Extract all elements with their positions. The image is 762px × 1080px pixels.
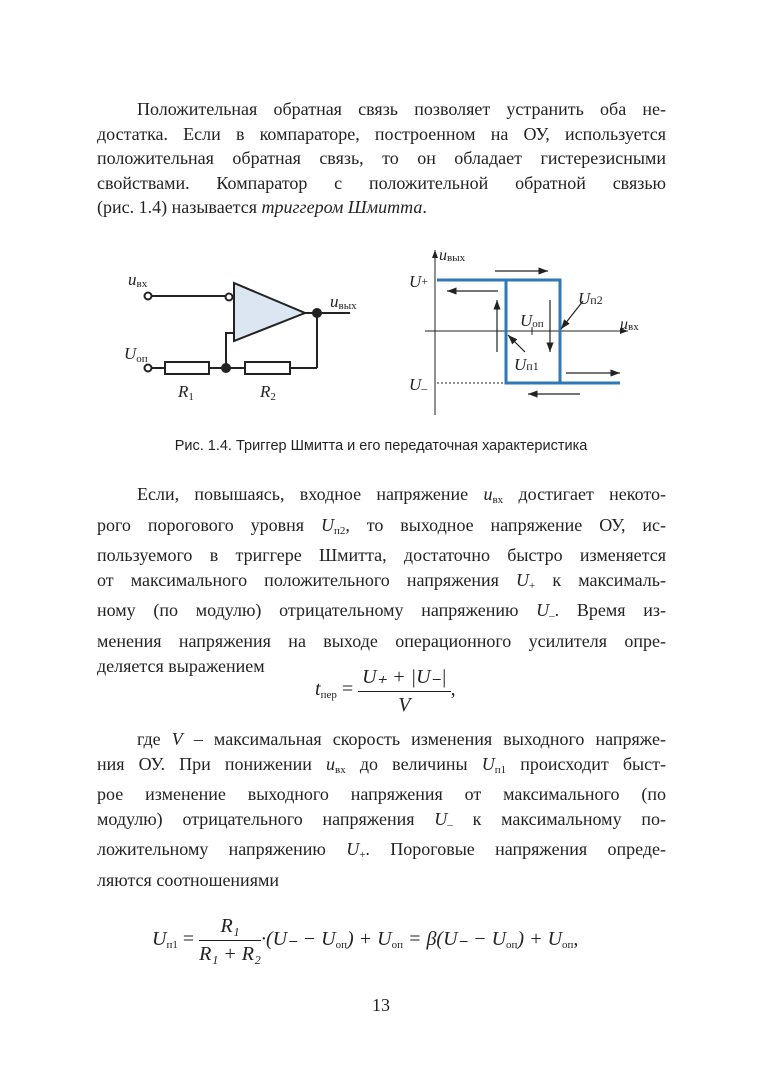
text-segment: к максималь-	[535, 569, 666, 590]
text-segment: +	[529, 579, 536, 592]
resistor-r1	[165, 362, 209, 374]
text-segment: рого порогового уровня	[97, 514, 321, 535]
text-segment: свойствами. Компаратор с положительной обратной связью	[97, 172, 666, 193]
label-u-out: uвых	[330, 292, 357, 312]
formula-lhs: U	[152, 928, 167, 951]
text-segment: п1	[494, 763, 507, 776]
text-segment: вх	[335, 763, 346, 776]
text-segment: (рис. 1.4) называется	[97, 197, 262, 218]
sub: оп	[562, 939, 574, 952]
text-segment: – максимальная скорость изменения выходного напряже-	[182, 729, 666, 749]
transfer-characteristic	[425, 250, 628, 415]
text-segment: достатка. Если в компараторе, построенном на ОУ, используется	[97, 123, 666, 144]
denominator: R₁ + R₂	[199, 943, 261, 965]
text-segment: происходит быст-	[506, 753, 666, 774]
formula-tail: ,	[573, 928, 579, 951]
numerator: R₁	[199, 915, 261, 941]
text-segment: деляется выражением	[97, 655, 265, 676]
formula-lhs-sub: пер	[320, 689, 337, 702]
figure-schmitt-trigger	[0, 0, 762, 430]
label-u-ref-graph: Uоп	[520, 311, 544, 330]
label-u-threshold-1: Uп1	[514, 355, 539, 374]
formula-part: ·(U₋ − U	[260, 928, 336, 951]
text-segment: V	[171, 729, 183, 749]
text-line	[97, 752, 666, 783]
sub: оп	[506, 939, 518, 952]
text-segment: Положительная обратная связь позволяет устранить оба не-	[137, 99, 666, 119]
numerator: U₊ + |U₋|	[358, 664, 451, 692]
formula-threshold	[152, 915, 578, 966]
text-segment: U	[516, 569, 530, 590]
text-segment: п2	[333, 524, 346, 537]
label-u-plus: U+	[409, 272, 429, 291]
text-line	[97, 837, 666, 868]
label-u-minus: U–	[409, 375, 428, 395]
text-segment: вх	[492, 494, 504, 506]
text-line	[97, 782, 666, 807]
label-r1: R1	[178, 382, 194, 403]
text-segment: u	[483, 484, 493, 504]
fraction	[358, 664, 451, 717]
formula-part: ) + U	[517, 928, 563, 951]
text-segment: .	[422, 197, 427, 218]
paragraph-2	[97, 482, 666, 678]
label-u-threshold-2: Uп2	[578, 289, 603, 308]
label-u-ref: Uоп	[124, 344, 148, 365]
circuit-diagram	[145, 283, 351, 374]
denominator: V	[398, 694, 411, 716]
text-segment: к максимальному по-	[452, 808, 666, 829]
text-segment: U	[346, 839, 360, 860]
text-segment: достигает некото-	[503, 484, 666, 504]
text-segment: ния ОУ. При понижении	[97, 753, 327, 774]
text-segment: от максимального положительного напряжения	[97, 569, 517, 590]
text-segment: U	[320, 514, 334, 535]
text-segment: –	[549, 610, 555, 623]
text-segment: ляются соотношениями	[97, 869, 279, 890]
formula-switch-time: $t_{пер}$ = $\frac{U_+ + |U_-|}{V}$ ,	[315, 666, 456, 716]
text-segment: триггером Шмитта	[261, 197, 423, 218]
formula-part: = β(U₋ − U	[402, 928, 507, 951]
label-u-in: uвх	[128, 270, 148, 290]
text-segment: +	[359, 849, 366, 862]
text-line	[97, 482, 666, 513]
text-segment: где	[137, 729, 172, 749]
text-segment: U	[434, 808, 448, 829]
sub: оп	[391, 939, 403, 952]
formula-lhs: t	[315, 678, 321, 701]
text-segment: до величины	[345, 753, 482, 774]
text-segment: модулю) отрицательного напряжения	[97, 808, 435, 829]
text-segment: . Время из-	[554, 600, 666, 621]
text-line	[97, 629, 666, 654]
sub: оп	[335, 939, 347, 952]
text-line	[97, 598, 666, 629]
inverting-input	[226, 294, 233, 301]
text-segment: ложительному напряжению	[97, 839, 347, 860]
label-x-axis: uвх	[620, 316, 639, 333]
text-segment: пользуемого в триггере Шмитта, достаточно быстро изменяется	[97, 545, 666, 566]
fraction	[199, 915, 261, 966]
text-line	[97, 727, 666, 752]
text-line	[97, 543, 666, 568]
text-segment: U	[536, 600, 550, 621]
paragraph-3	[97, 727, 666, 893]
text-segment: –	[447, 818, 453, 831]
text-line	[97, 807, 666, 838]
input-terminal	[145, 293, 152, 300]
text-segment: , то выходное напряжение ОУ, ис-	[345, 514, 667, 535]
text-segment: ному (по модулю) отрицательному напряжению	[97, 600, 537, 621]
page-number: 13	[372, 995, 390, 1015]
label-r2: R2	[260, 382, 276, 403]
text-segment: u	[326, 753, 336, 774]
formula-part: ) + U	[346, 928, 392, 951]
ref-terminal	[145, 365, 152, 372]
formula-lhs-sub: п1	[166, 939, 178, 952]
text-segment: . Пороговые напряжения опреде-	[365, 839, 666, 860]
resistor-r2	[245, 362, 290, 374]
text-line	[97, 868, 666, 893]
figure-caption: Рис. 1.4. Триггер Шмитта и его передаточная характеристика	[174, 438, 588, 454]
text-segment: рое изменение выходного напряжения от максимального (по	[97, 784, 666, 805]
text-line	[97, 568, 666, 599]
label-y-axis: uвых	[439, 247, 466, 264]
text-line	[97, 513, 666, 544]
text-segment: U	[481, 753, 495, 774]
text-segment: положительная обратная связь, то он обладает гистерезисными	[97, 148, 666, 169]
formula-tail: ,	[450, 678, 456, 701]
text-segment: Если, повышаясь, входное напряжение	[137, 484, 484, 504]
op-amp	[234, 283, 305, 341]
equals: =	[182, 928, 195, 951]
text-segment: менения напряжения на выходе операционного усилителя опре-	[97, 630, 666, 651]
